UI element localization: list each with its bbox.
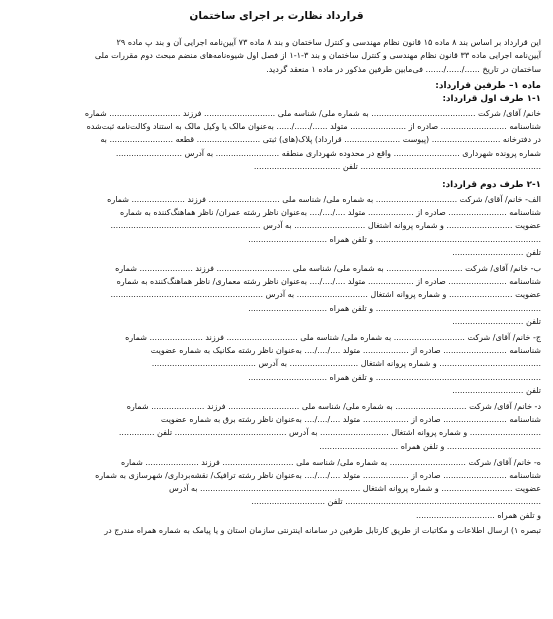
form-line: عضویت .......................... و شماره پروانه اشتغال ............................ به آدرس ........................................................... bbox=[110, 221, 541, 231]
form-line: شناسنامه ....................... صادره از .................. متولد ..../..../.... به‌عنوان ناظر رشته عمران/ ناظر هماهنگ‌کننده به شماره bbox=[120, 208, 541, 218]
form-line: ................................................................. و تلفن همراه ............................... bbox=[248, 234, 541, 244]
form-line: ب- خانم/ آقای/ شرکت .............................. به شماره ملی/ شناسه ملی ............................. فرزند ..................... شماره bbox=[115, 263, 541, 273]
form-line: ..................................... و تلفن همراه ............................... bbox=[319, 441, 541, 451]
form-line: ....................................................................... تلفن .................................. bbox=[253, 161, 541, 171]
form-line: عضویت ............................ و شماره پروانه اشتغال ............................................................... به آدرس bbox=[169, 484, 541, 494]
document-title: قرارداد نظارت بر اجرای ساختمان bbox=[189, 10, 364, 22]
form-line: تلفن ............................ bbox=[452, 385, 541, 395]
form-line: و تلفن همراه ............................... bbox=[415, 510, 541, 520]
form-line: تلفن ............................ bbox=[452, 316, 541, 326]
form-line: شناسنامه .......................... صادره از ...................... متولد ....../....../...... به‌عنوان مالک یا وکیل مالک به استناد وکالت‌نامه ثبت‌شده bbox=[86, 122, 541, 132]
first-party-block bbox=[12, 107, 541, 173]
form-line: شناسنامه ....................... صادره از .................. متولد ..../..../.... به‌عنوان ناظر رشته معماری/ ناظر هماهنگ‌کننده به شماره bbox=[116, 277, 541, 287]
form-line: د- خانم/ آقای/ شرکت ............................ به شماره ملی/ شناسه ملی ............................ فرزند ..................... شماره bbox=[126, 401, 541, 411]
form-line: ه- خانم/ آقای/ شرکت .............................. به شماره ملی/ شناسه ملی ............................ فرزند ..................... شماره bbox=[120, 457, 541, 467]
intro-line: آیین‌نامه اجرایی ماده ۳۳ قانون نظام مهندسی و کنترل ساختمان و بند ۳-۱-۱ از فصل اول شیوه‌نامه‌های منضم مبحث دوم مقررات ملی bbox=[94, 50, 541, 61]
party-e-block bbox=[12, 456, 541, 522]
form-line: خانم/ آقای/ شرکت ......................................... به شماره ملی/ شناسه ملی ............................ فرزند ............................ شماره bbox=[84, 108, 541, 118]
form-line: شناسنامه ......................... صادره از .................. متولد ..../..../.... به‌عنوان ناظر رشته برق به شماره عضویت bbox=[160, 415, 541, 425]
form-line: عضویت ......................... و شماره پروانه اشتغال ............................ به آدرس ............................................................ bbox=[110, 290, 541, 300]
intro-line: این قرارداد بر اساس بند ۸ ماده ۱۵ قانون نظام مهندسی و کنترل ساختمان و بند ۸ ماده ۷۳ آیین‌نامه اجرایی آن و بند پ ماده ۲۹ bbox=[116, 37, 541, 47]
first-party-heading: ۱-۱ طرف اول قرارداد: bbox=[442, 93, 541, 104]
intro-line: ساختمان در تاریخ ....../....../....... فی‌مابین طرفین مذکور در ماده ۱ منعقد گردید. bbox=[266, 63, 541, 74]
form-line: ج- خانم/ آقای/ شرکت ............................ به شماره ملی/ شناسه ملی ............................ فرزند ..................... شماره bbox=[125, 332, 541, 342]
form-line: ............................................................................. تلفن ............................. bbox=[251, 497, 541, 507]
section-1-heading: ماده ۱– طرفین قرارداد: bbox=[435, 80, 541, 91]
form-line: تلفن ............................ bbox=[452, 247, 541, 257]
contract-document bbox=[0, 10, 553, 619]
form-line: در دفترخانه ........................... (پیوست ...................... قرارداد) پلاک(های) ثبتی ......................... قطعه ......................... به bbox=[100, 135, 541, 145]
party-b-block bbox=[12, 262, 541, 328]
second-party-heading: ۲-۱ طرف دوم قرارداد: bbox=[442, 179, 541, 190]
form-line: ........................................ و شماره پروانه اشتغال ........................... به آدرس ......................................... bbox=[151, 359, 541, 369]
note-1: تبصره ۱) ارسال اطلاعات و مکاتبات از طریق کارتابل طرفین در سامانه اینترنتی سازمان استان و یا پیامک به شماره همراه مندرج در bbox=[104, 525, 541, 535]
intro-paragraph bbox=[12, 36, 541, 76]
party-a-block bbox=[12, 193, 541, 259]
party-d-block bbox=[12, 400, 541, 453]
form-line: ............................ و شماره پروانه اشتغال ........................... به آدرس ............................................ تلفن .............. bbox=[118, 428, 541, 438]
form-line: شماره پرونده شهرداری .......................... واقع در محدوده شهرداری منطقه ......................... به آدرس .......................... bbox=[115, 148, 541, 158]
party-c-block bbox=[12, 331, 541, 397]
form-line: ................................................................. و تلفن همراه ............................... bbox=[248, 303, 541, 313]
form-line: شناسنامه ......................... صادره از .................. متولد ..../..../.... به‌عنوان ناظر رشته ترافیک/ نقشه‌برداری/ شهرسازی به شماره bbox=[95, 470, 541, 480]
form-line: شناسنامه ......................... صادره از .................. متولد ..../..../.... به‌عنوان ناظر رشته مکانیک به شماره عضویت bbox=[150, 346, 541, 356]
form-line: الف- خانم/ آقای/ شرکت ................................ به شماره ملی/ شناسه ملی ............................ فرزند ..................... شماره bbox=[107, 194, 541, 204]
form-line: ................................................................. و تلفن همراه ............................... bbox=[248, 372, 541, 382]
